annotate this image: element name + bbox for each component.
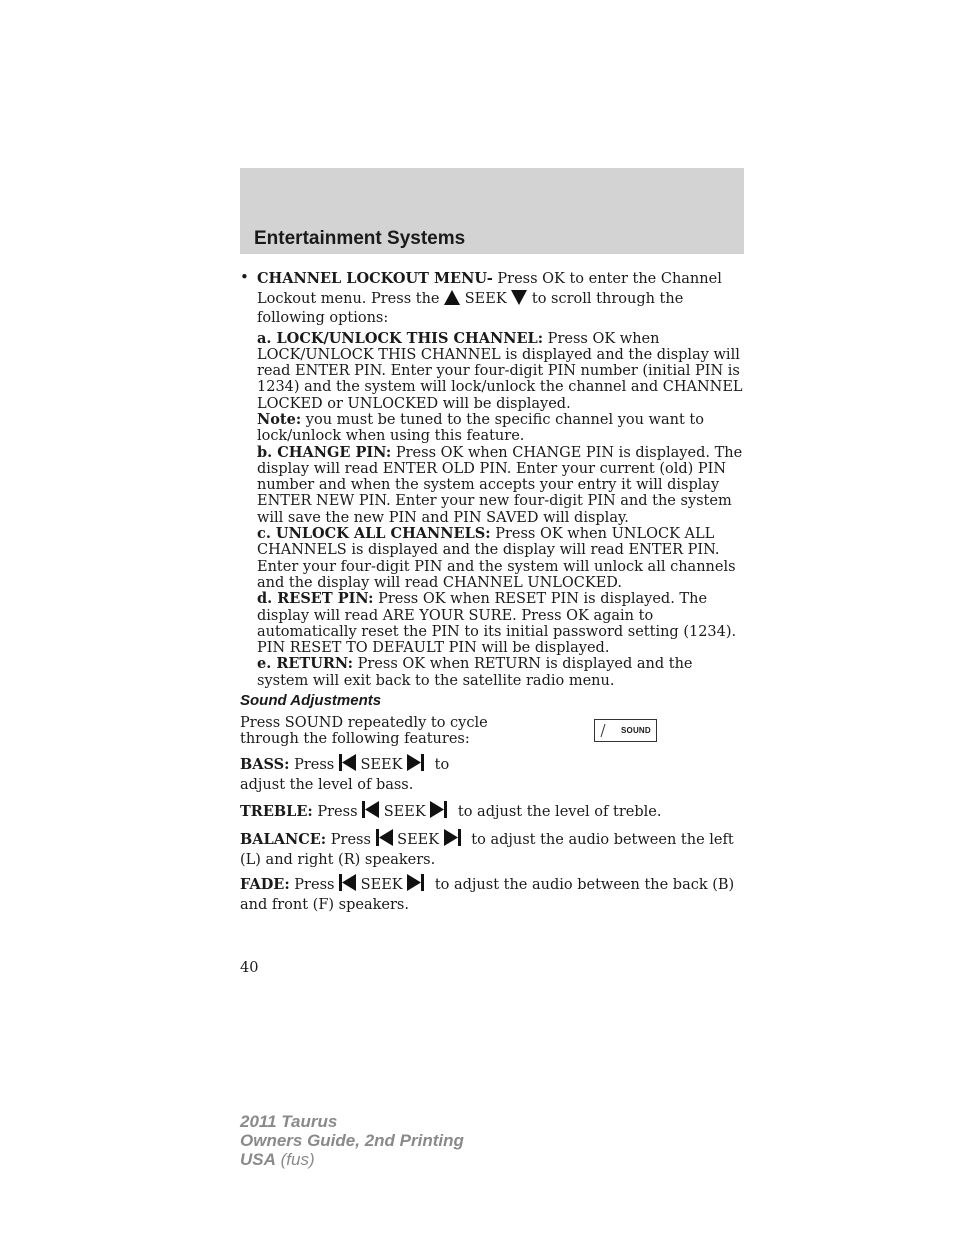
treble-item: TREBLE: Press SEEK to adjust the level of treble. (240, 803, 662, 820)
footer-line-region: USA (fus) (240, 1150, 315, 1169)
seek-up-arrow-icon (444, 290, 460, 305)
unlock-all-item: c. UNLOCK ALL CHANNELS: Press OK when UNLOCK ALL CHANNELS is displayed and the display will read ENTER PIN. Enter your four-digit PIN and the system will unlock all channels and the display will read CHANNEL UNLOCKED. (257, 525, 736, 591)
reset-pin-item: d. RESET PIN: Press OK when RESET PIN is displayed. The display will read ARE YOUR SURE. Press OK again to automatically reset the PIN to its initial password setting (1234). PIN RESET TO DEFAULT PIN will be displayed. (257, 590, 737, 657)
seek-forward-icon (407, 754, 424, 771)
lock-unlock-item: a. LOCK/UNLOCK THIS CHANNEL: Press OK when LOCK/UNLOCK THIS CHANNEL is displayed and the display will read ENTER PIN. Enter your four-digit PIN number (initial PIN is 1234) and the system will lock/unlock the channel and CHANNEL LOCKED or UNLOCKED will be displayed. (257, 329, 743, 412)
channel-lockout-block (257, 269, 747, 689)
seek-down-arrow-icon (511, 290, 527, 305)
footer (240, 1112, 464, 1169)
seek-back-icon (376, 829, 393, 846)
balance-item: BALANCE: Press SEEK to adjust the audio between the left (L) and right (R) speakers. (240, 831, 734, 868)
sound-adjustments-heading: Sound Adjustments (240, 692, 382, 709)
sound-intro: Press SOUND repeatedly to cycle through the following features: (240, 715, 488, 748)
seek-forward-icon (444, 829, 461, 846)
note-item: Note: you must be tuned to the specific channel you want to lock/unlock when using this feature. (257, 410, 704, 445)
bullet-marker: • (240, 268, 249, 286)
slash-icon (599, 723, 607, 738)
footer-line-guide: Owners Guide, 2nd Printing (240, 1131, 464, 1150)
bass-item: BASS: Press SEEK to adjust the level of bass. (240, 756, 450, 793)
sound-button-label: SOUND (621, 726, 651, 735)
channel-lockout-intro: CHANNEL LOCKOUT MENU- Press OK to enter the Channel Lockout menu. Press the SEEK to scroll through the following options: (257, 270, 722, 326)
seek-back-icon (339, 874, 356, 891)
section-title: Entertainment Systems (254, 228, 466, 249)
seek-forward-icon (407, 874, 424, 891)
fade-item: FADE: Press SEEK to adjust the audio between the back (B) and front (F) speakers. (240, 876, 735, 913)
seek-forward-icon (430, 801, 447, 818)
change-pin-item: b. CHANGE PIN: Press OK when CHANGE PIN is displayed. The display will read ENTER OLD PIN. Enter your current (old) PIN number and when the system accepts your entry it will display ENTER NEW PIN. Enter your new four-digit PIN and the system will save the new PIN and PIN SAVED will display. (257, 443, 743, 526)
seek-back-icon (362, 801, 379, 818)
footer-line-model: 2011 Taurus (240, 1112, 338, 1131)
return-item: e. RETURN: Press OK when RETURN is displayed and the system will exit back to the satellite radio menu. (257, 655, 693, 689)
sound-button-illustration (594, 719, 657, 742)
channel-lockout-title: CHANNEL LOCKOUT MENU- (257, 270, 493, 287)
page-number: 40 (240, 960, 259, 976)
seek-back-icon (339, 754, 356, 771)
